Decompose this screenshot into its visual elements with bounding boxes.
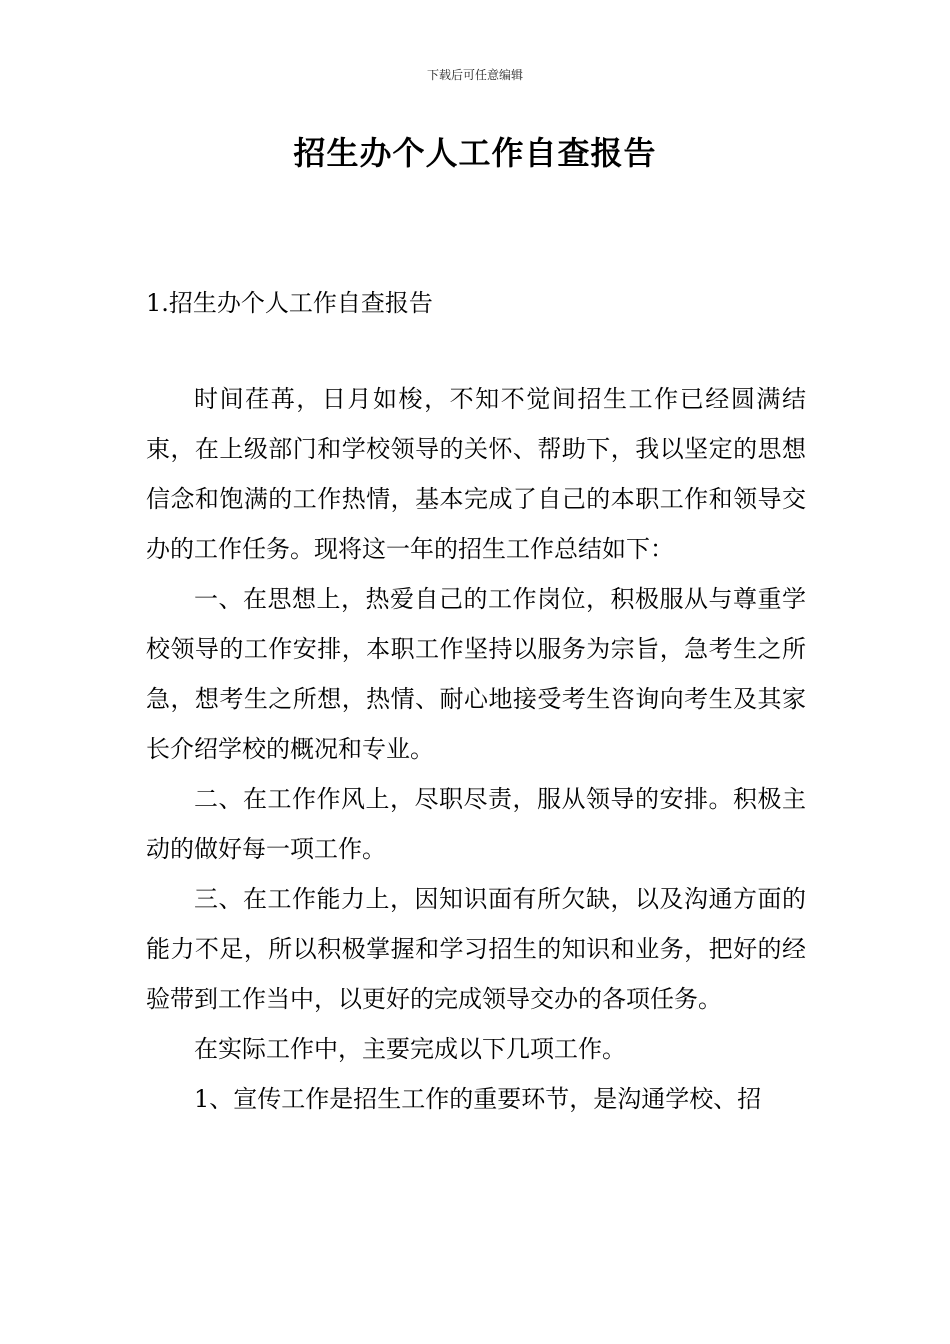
header-note: 下载后可任意编辑: [426, 68, 523, 82]
body-text: [146, 374, 806, 1124]
paragraph: 1、宣传工作是招生工作的重要环节，是沟通学校、招: [194, 1085, 762, 1113]
document-title: 招生办个人工作自查报告: [293, 134, 657, 172]
paragraph: 三、在工作能力上，因知识面有所欠缺，以及沟通方面的能力不足，所以积极掌握和学习招生的知识和业务，把好的经验带到工作当中，以更好的完成领导交办的各项任务。: [146, 885, 806, 1013]
paragraph: 在实际工作中，主要完成以下几项工作。: [194, 1035, 626, 1063]
paragraph: 二、在工作作风上，尽职尽责，服从领导的安排。积极主动的做好每一项工作。: [146, 785, 806, 863]
paragraph: 一、在思想上，热爱自己的工作岗位，积极服从与尊重学校领导的工作安排，本职工作坚持以服务为宗旨，急考生之所急，想考生之所想，热情、耐心地接受考生咨询向考生及其家长介绍学校的概况和专业。: [146, 585, 806, 763]
paragraph: 时间荏苒，日月如梭，不知不觉间招生工作已经圆满结束，在上级部门和学校领导的关怀、帮助下，我以坚定的思想信念和饱满的工作热情，基本完成了自己的本职工作和领导交办的工作任务。现将这一年的招生工作总结如下：: [146, 385, 806, 563]
section-heading: 1.招生办个人工作自查报告: [146, 289, 433, 317]
